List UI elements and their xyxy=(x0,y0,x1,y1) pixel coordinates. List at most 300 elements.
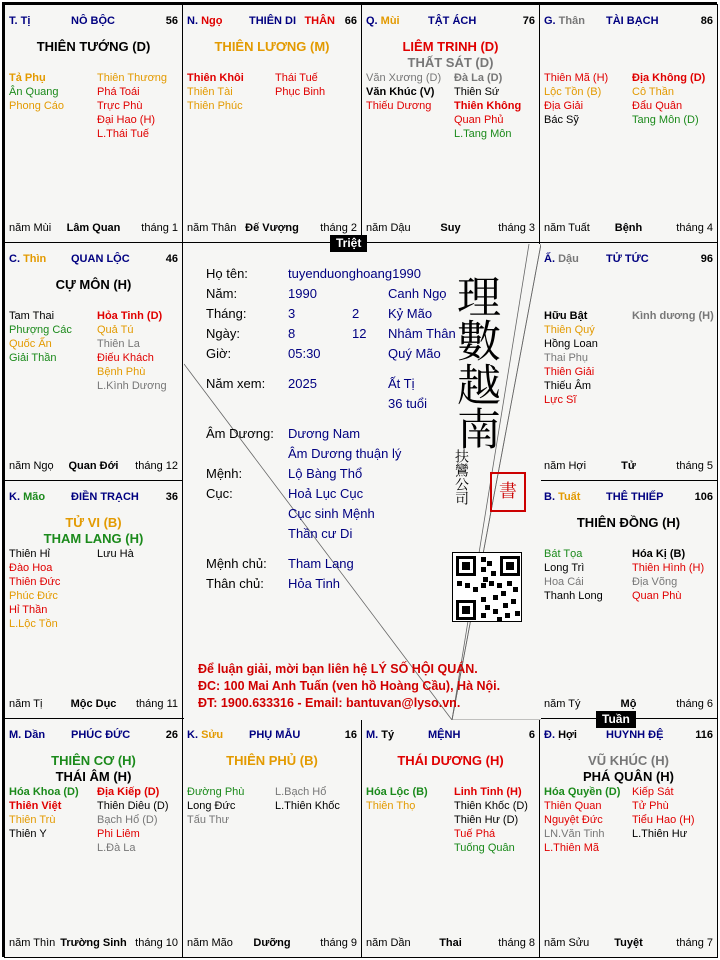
branch-name: Mão xyxy=(23,491,46,503)
palace-cell[interactable] xyxy=(539,4,718,243)
palace-stage: Bệnh xyxy=(614,222,643,234)
minor-star: Thiên Phúc xyxy=(187,100,243,112)
palace-age: 116 xyxy=(695,729,713,741)
palace-cell[interactable] xyxy=(4,242,183,481)
minor-star: Thiên Thương xyxy=(97,72,168,84)
palace-name: THÊ THIẾP xyxy=(606,491,664,503)
minor-star: Lộc Tồn (B) xyxy=(544,86,602,98)
palace-cell[interactable] xyxy=(539,480,718,719)
minor-star: Địa Không (D) xyxy=(632,72,706,84)
horoscope-chart xyxy=(2,2,717,957)
minor-star: Đà La (D) xyxy=(454,72,503,84)
minor-star: Thiên Diêu (D) xyxy=(97,800,169,812)
minor-star: Thiên Thọ xyxy=(366,800,416,812)
info-label: Giờ: xyxy=(206,346,232,361)
palace-year: năm Mùi xyxy=(9,222,52,234)
palace-stage: Tử xyxy=(621,460,636,472)
minor-stars-left xyxy=(544,547,603,603)
palace-name: TỬ TỨC xyxy=(606,253,649,265)
branch-name: Ngọ xyxy=(201,15,223,27)
branch-stem: B. xyxy=(544,491,559,503)
minor-star: Thiên Y xyxy=(9,828,47,840)
info-value: Tham Lang xyxy=(288,556,354,571)
minor-star: Phượng Các xyxy=(9,324,72,336)
palace-year: năm Hợi xyxy=(544,460,587,472)
palace-stage: Thai xyxy=(439,937,462,949)
palace-branch xyxy=(544,15,585,27)
minor-star: Thai Phụ xyxy=(544,352,589,364)
palace-stage: Suy xyxy=(440,222,461,234)
info-value: 1990 xyxy=(288,286,317,301)
contact-line: Để luận giải, mời bạn liên hệ LÝ SỐ HỘI QUÁN. xyxy=(198,662,478,676)
branch-name: Tý xyxy=(381,729,395,741)
info-value: Cục sinh Mệnh xyxy=(288,506,375,521)
major-star: THIÊN PHỦ (B) xyxy=(226,753,318,768)
palace-stage: Quan Đới xyxy=(68,460,119,472)
red-seal: 書 xyxy=(490,472,526,512)
palace-month: tháng 12 xyxy=(135,460,178,472)
minor-star: Thiên La xyxy=(97,338,140,350)
minor-star: Hóa Khoa (D) xyxy=(9,786,79,798)
minor-stars-left xyxy=(544,785,620,855)
palace-name: MỆNH xyxy=(428,729,461,741)
minor-stars-left xyxy=(544,309,598,407)
minor-star: Thiên Khốc (D) xyxy=(454,800,528,812)
palace-stage: Lâm Quan xyxy=(66,222,121,234)
minor-star: Phi Liêm xyxy=(97,828,140,840)
info-value: 2025 xyxy=(288,376,317,391)
qr-code xyxy=(452,552,522,622)
minor-stars-right xyxy=(454,71,521,141)
palace-header xyxy=(9,491,178,505)
minor-stars-right xyxy=(97,71,167,141)
minor-star: Thiên Giải xyxy=(544,366,595,378)
palace-stage: Tuyệt xyxy=(614,937,643,949)
palace-year: năm Mão xyxy=(187,937,233,949)
palace-age: 6 xyxy=(528,729,535,741)
info-value: Lộ Bàng Thổ xyxy=(288,466,363,481)
palace-branch xyxy=(187,729,223,741)
palace-age: 106 xyxy=(694,491,713,503)
branch-name: Tị xyxy=(20,15,31,27)
minor-star: Thiên Việt xyxy=(9,800,62,812)
major-star: THIÊN LƯƠNG (M) xyxy=(214,39,330,54)
minor-stars-right xyxy=(632,309,714,323)
minor-stars-left xyxy=(9,785,79,841)
palace-header xyxy=(366,729,535,743)
palace-header xyxy=(366,15,535,29)
minor-star: Thái Tuế xyxy=(275,72,318,84)
minor-star: Văn Khúc (V) xyxy=(366,86,435,98)
minor-star: Thiên Đức xyxy=(9,576,61,588)
minor-stars-left xyxy=(9,309,72,365)
palace-cell[interactable] xyxy=(361,4,540,243)
palace-footer xyxy=(544,937,713,951)
palace-name: PHÚC ĐỨC xyxy=(71,729,131,741)
palace-stage: Dưỡng xyxy=(253,937,291,949)
palace-cell[interactable] xyxy=(361,718,540,958)
palace-year: năm Ngọ xyxy=(9,460,54,472)
palace-header xyxy=(544,491,713,505)
minor-star: L.Thái Tuế xyxy=(97,128,149,140)
branch-stem: Ấ. xyxy=(544,253,559,265)
palace-footer xyxy=(544,460,713,474)
branch-stem: T. xyxy=(9,15,21,27)
palace-stage: Đế Vượng xyxy=(245,222,299,234)
major-star: THẤT SÁT (D) xyxy=(407,55,494,70)
palace-name: HUYNH ĐỆ xyxy=(606,729,664,741)
minor-star: Thiên Sứ xyxy=(454,86,500,98)
palace-branch xyxy=(9,15,30,27)
minor-star: Hóa Quyền (D) xyxy=(544,786,621,798)
minor-star: Giải Thần xyxy=(9,352,57,364)
minor-stars-right xyxy=(632,547,704,603)
minor-star: Ân Quang xyxy=(9,86,59,98)
minor-star: Quốc Ấn xyxy=(9,338,52,350)
palace-footer xyxy=(9,460,178,474)
minor-star: Thiên Khôi xyxy=(187,72,244,84)
branch-stem: K. xyxy=(187,729,202,741)
palace-month: tháng 1 xyxy=(141,222,178,234)
minor-stars-right xyxy=(632,71,705,127)
palace-month: tháng 10 xyxy=(135,937,178,949)
branch-name: Tuất xyxy=(558,491,581,503)
minor-star: Đẩu Quân xyxy=(632,100,683,112)
palace-month: tháng 2 xyxy=(320,222,357,234)
palace-age: 16 xyxy=(344,729,357,741)
palace-branch xyxy=(544,491,580,503)
minor-star: Tử Phù xyxy=(632,800,669,812)
info-value: 8 xyxy=(288,326,296,341)
minor-star: LN.Văn Tinh xyxy=(544,828,605,840)
palace-cell[interactable] xyxy=(4,4,183,243)
branch-name: Dần xyxy=(24,729,46,741)
minor-stars-right xyxy=(97,309,167,393)
palace-header xyxy=(9,253,178,267)
palace-footer xyxy=(366,937,535,951)
info-value: Âm Dương thuận lý xyxy=(288,446,402,461)
palace-header xyxy=(544,729,713,743)
palace-month: tháng 9 xyxy=(320,937,357,949)
minor-star: Hữu Bật xyxy=(544,310,588,322)
minor-star: Thiên Mã (H) xyxy=(544,72,609,84)
palace-header xyxy=(187,15,357,29)
minor-star: Phong Cáo xyxy=(9,100,65,112)
info-value: Thần cư Di xyxy=(288,526,353,541)
minor-star: L.Thiên Mã xyxy=(544,842,600,854)
minor-star: Tả Phụ xyxy=(9,72,46,84)
major-star: THIÊN CƠ (H) xyxy=(51,753,136,768)
branch-stem: Q. xyxy=(366,15,381,27)
major-star: VŨ KHÚC (H) xyxy=(588,753,669,768)
info-label: Cục: xyxy=(206,486,233,501)
minor-star: Phục Binh xyxy=(275,86,326,98)
palace-footer xyxy=(187,222,357,236)
branch-stem: C. xyxy=(9,253,24,265)
minor-star: Thiếu Dương xyxy=(366,100,432,112)
info-label: Tháng: xyxy=(206,306,247,321)
minor-star: Lưu Hà xyxy=(97,548,134,560)
minor-star: Thiên Trù xyxy=(9,814,56,826)
minor-star: L.Thiên Khốc xyxy=(275,800,340,812)
palace-year: năm Thìn xyxy=(9,937,56,949)
minor-star: Thiên Tài xyxy=(187,86,233,98)
palace-month: tháng 3 xyxy=(498,222,535,234)
palace-branch xyxy=(9,253,46,265)
minor-star: Địa Kiếp (D) xyxy=(97,786,160,798)
minor-star: Thiếu Âm xyxy=(544,380,592,392)
palace-header xyxy=(544,253,713,267)
palace-footer xyxy=(544,222,713,236)
contact-line: ĐC: 100 Mai Anh Tuấn (ven hồ Hoàng Cầu), Hà Nội. xyxy=(198,679,501,693)
palace-year: năm Tị xyxy=(9,698,43,710)
branch-name: Sửu xyxy=(201,729,224,741)
branch-name: Thìn xyxy=(23,253,47,265)
palace-footer xyxy=(9,698,178,712)
palace-year: năm Tuất xyxy=(544,222,590,234)
minor-star: Thiên Hỉ xyxy=(9,548,50,560)
palace-branch xyxy=(9,491,45,503)
palace-age: 96 xyxy=(700,253,713,265)
major-star: THIÊN ĐỒNG (H) xyxy=(576,515,681,530)
tuan-tag: Tuần xyxy=(596,711,636,728)
branch-stem: N. xyxy=(187,15,202,27)
branch-name: Thân xyxy=(558,15,585,27)
palace-footer xyxy=(366,222,535,236)
minor-stars-right xyxy=(275,71,325,99)
palace-branch xyxy=(544,729,577,741)
minor-star: Quan Phù xyxy=(632,590,682,602)
palace-branch xyxy=(366,15,400,27)
minor-star: Cô Thần xyxy=(632,86,674,98)
minor-star: Địa Võng xyxy=(632,576,678,588)
minor-stars-right xyxy=(97,547,134,561)
palace-name: NÔ BỘC xyxy=(71,15,115,27)
info-label: Mệnh: xyxy=(206,466,243,481)
minor-star: Văn Xương (D) xyxy=(366,72,442,84)
branch-stem: K. xyxy=(9,491,24,503)
minor-star: Tấu Thư xyxy=(187,814,230,826)
minor-star: Trực Phù xyxy=(97,100,143,112)
minor-stars-right xyxy=(632,785,695,841)
palace-age: 26 xyxy=(165,729,178,741)
calligraphy-side-text: 扶鸞公司 xyxy=(453,449,469,505)
minor-stars-left xyxy=(187,71,244,113)
minor-star: Linh Tinh (H) xyxy=(454,786,522,798)
minor-star: Phá Toái xyxy=(97,86,140,98)
minor-star: Bác Sỹ xyxy=(544,114,579,126)
minor-stars-left xyxy=(366,785,428,813)
info-value: 3 xyxy=(288,306,296,321)
palace-footer xyxy=(544,698,713,712)
major-star: TỬ VI (B) xyxy=(65,515,122,530)
minor-star: L.Tang Môn xyxy=(454,128,512,140)
triet-tag: Triệt xyxy=(330,235,367,252)
palace-cell[interactable] xyxy=(4,480,183,719)
palace-cell[interactable] xyxy=(539,718,718,958)
palace-name: THIÊN DI xyxy=(249,15,297,27)
palace-year: năm Dần xyxy=(366,937,411,949)
info-value: 05:30 xyxy=(288,346,321,361)
minor-star: Phúc Đức xyxy=(9,590,58,602)
major-star: THIÊN TƯỚNG (D) xyxy=(36,39,151,54)
minor-stars-left xyxy=(187,785,244,827)
info-label: Âm Dương: xyxy=(206,426,274,441)
info-value: Hỏa Tinh xyxy=(288,576,341,591)
minor-star: Tam Thai xyxy=(9,310,55,322)
palace-branch xyxy=(544,253,579,265)
palace-footer xyxy=(187,937,357,951)
minor-star: Quả Tú xyxy=(97,324,134,336)
info-label: Năm: xyxy=(206,286,238,301)
minor-star: Nguyệt Đức xyxy=(544,814,603,826)
branch-stem: M. xyxy=(366,729,382,741)
major-star: PHÁ QUÂN (H) xyxy=(583,769,674,784)
major-star: THÁI DƯƠNG (H) xyxy=(397,753,504,768)
info-label: Ngày: xyxy=(206,326,240,341)
palace-year: năm Tý xyxy=(544,698,581,710)
palace-year: năm Thân xyxy=(187,222,237,234)
palace-month: tháng 6 xyxy=(676,698,713,710)
palace-stage: Mộc Dục xyxy=(70,698,117,710)
minor-star: Đào Hoa xyxy=(9,562,53,574)
major-star: THÁI ÂM (H) xyxy=(55,769,132,784)
palace-month: tháng 5 xyxy=(676,460,713,472)
palace-stage: Mộ xyxy=(620,698,637,710)
branch-name: Hợi xyxy=(558,729,577,741)
info-label: Họ tên: xyxy=(206,266,248,281)
minor-stars-right xyxy=(275,785,340,813)
palace-age: 36 xyxy=(165,491,178,503)
minor-star: Địa Giải xyxy=(544,100,584,112)
palace-footer xyxy=(9,222,178,236)
minor-star: Đại Hao (H) xyxy=(97,114,156,126)
than-marker: THÂN xyxy=(304,15,335,27)
branch-stem: M. xyxy=(9,729,25,741)
major-star: CỰ MÔN (H) xyxy=(55,277,132,292)
palace-header xyxy=(544,15,713,29)
minor-star: Tuống Quân xyxy=(454,842,515,854)
minor-stars-left xyxy=(366,71,441,113)
minor-star: Kiếp Sát xyxy=(632,786,674,798)
palace-month: tháng 7 xyxy=(676,937,713,949)
palace-footer xyxy=(9,937,178,951)
minor-stars-left xyxy=(544,71,608,127)
minor-star: Đường Phù xyxy=(187,786,245,798)
palace-name: TÀI BẠCH xyxy=(606,15,659,27)
minor-star: Hỏa Tinh (D) xyxy=(97,310,163,322)
minor-stars-right xyxy=(97,785,169,855)
info-value-lunar: 2 xyxy=(352,306,360,321)
info-label: Mệnh chủ: xyxy=(206,556,267,571)
palace-name: TẬT ÁCH xyxy=(428,15,477,27)
info-value-canchi: Quý Mão xyxy=(388,346,441,361)
minor-star: Lực Sĩ xyxy=(544,394,577,406)
info-value-canchi: Canh Ngọ xyxy=(388,286,447,301)
minor-star: Hóa Kị (B) xyxy=(632,548,686,560)
info-value-canchi: Ất Tị xyxy=(388,376,415,391)
palace-age: 86 xyxy=(700,15,713,27)
info-label: Năm xem: xyxy=(206,376,266,391)
minor-stars-left xyxy=(9,71,64,113)
minor-star: L.Bạch Hổ xyxy=(275,786,327,798)
palace-header xyxy=(187,729,357,743)
palace-cell[interactable] xyxy=(539,242,718,481)
minor-star: Điếu Khách xyxy=(97,352,154,364)
palace-cell[interactable] xyxy=(182,718,362,958)
palace-month: tháng 8 xyxy=(498,937,535,949)
info-value-canchi: Kỷ Mão xyxy=(388,306,433,321)
palace-name: ĐIỀN TRẠCH xyxy=(71,491,139,503)
major-star: THAM LANG (H) xyxy=(43,531,144,546)
minor-star: Hóa Lộc (B) xyxy=(366,786,428,798)
palace-age: 46 xyxy=(165,253,178,265)
minor-star: Thiên Không xyxy=(454,100,522,112)
branch-name: Mùi xyxy=(380,15,400,27)
info-value-lunar: 12 xyxy=(352,326,367,341)
minor-stars-left xyxy=(9,547,60,631)
palace-name: QUAN LỘC xyxy=(71,253,130,265)
palace-header xyxy=(9,15,178,29)
minor-star: Thiên Quý xyxy=(544,324,595,336)
minor-star: Thiên Quan xyxy=(544,800,602,812)
palace-cell[interactable] xyxy=(4,718,183,958)
minor-star: Quan Phủ xyxy=(454,114,504,126)
minor-star: Tiểu Hao (H) xyxy=(632,814,695,826)
minor-star: Tang Môn (D) xyxy=(632,114,699,126)
minor-star: Bát Tọa xyxy=(544,548,583,560)
minor-star: L.Kình Dương xyxy=(97,380,167,392)
palace-name: PHỤ MẪU xyxy=(249,729,301,741)
branch-stem: G. xyxy=(544,15,559,27)
info-value: tuyenduonghoang1990 xyxy=(288,266,422,281)
calligraphy-logo: 理數越南 xyxy=(449,274,500,450)
info-value: Hoả Lục Cục xyxy=(288,486,364,501)
palace-year: năm Dậu xyxy=(366,222,411,234)
palace-age: 76 xyxy=(522,15,535,27)
minor-star: Hoa Cái xyxy=(544,576,584,588)
minor-star: L.Lộc Tồn xyxy=(9,618,58,630)
minor-star: Long Trì xyxy=(544,562,585,574)
info-value-canchi: Nhâm Thân xyxy=(388,326,456,341)
palace-age: 56 xyxy=(165,15,178,27)
palace-header xyxy=(9,729,178,743)
minor-star: Thiên Hình (H) xyxy=(632,562,705,574)
info-value: Dương Nam xyxy=(288,426,361,441)
minor-star: Kình dương (H) xyxy=(632,310,714,322)
minor-stars-right xyxy=(454,785,528,855)
palace-cell[interactable] xyxy=(182,4,362,243)
minor-star: L.Thiên Hư xyxy=(632,828,688,840)
palace-stage: Trường Sinh xyxy=(60,937,127,949)
palace-month: tháng 11 xyxy=(135,698,178,710)
palace-branch xyxy=(187,15,222,27)
major-star: LIÊM TRINH (D) xyxy=(402,39,499,54)
center-panel xyxy=(184,244,541,720)
minor-star: Hỉ Thần xyxy=(9,604,48,616)
palace-branch xyxy=(9,729,45,741)
palace-branch xyxy=(366,729,394,741)
minor-star: L.Đà La xyxy=(97,842,136,854)
palace-age: 66 xyxy=(344,15,357,27)
minor-star: Thiên Hư (D) xyxy=(454,814,519,826)
info-value-canchi: 36 tuổi xyxy=(388,396,428,411)
minor-star: Bạch Hổ (D) xyxy=(97,814,158,826)
info-label: Thân chủ: xyxy=(206,576,264,591)
minor-star: Long Đức xyxy=(187,800,236,812)
branch-name: Dậu xyxy=(558,253,579,265)
palace-year: năm Sửu xyxy=(544,937,590,949)
